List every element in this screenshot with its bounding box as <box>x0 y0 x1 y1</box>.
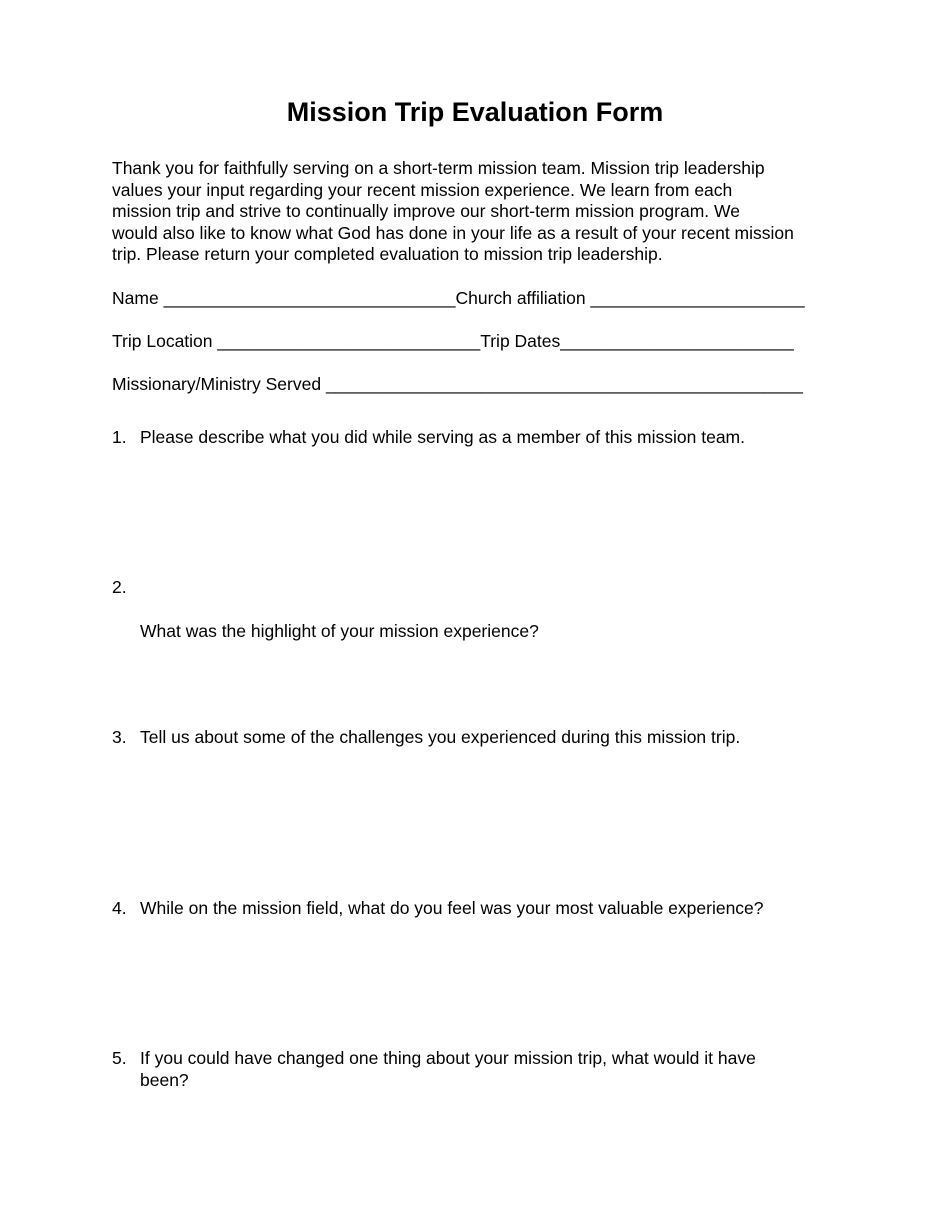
name-label: Name <box>112 288 159 308</box>
location-dates-row <box>112 330 794 352</box>
intro-line: trip. Please return your completed evaluation to mission trip leadership. <box>112 244 663 264</box>
intro-paragraph <box>112 158 852 266</box>
question-number: 2. <box>112 577 127 597</box>
question-line: What was the highlight of your mission experience? <box>140 621 539 641</box>
question-number: 4. <box>112 898 127 918</box>
question-line: Tell us about some of the challenges you experienced during this mission trip. <box>140 727 741 747</box>
trip-location-label: Trip Location <box>112 331 213 351</box>
intro-line: Thank you for faithfully serving on a short-term mission team. Mission trip leadership <box>112 158 765 178</box>
question-text <box>140 1047 820 1091</box>
question-line: While on the mission field, what do you feel was your most valuable experience? <box>140 898 764 918</box>
question-line: been? <box>140 1070 189 1090</box>
trip-location-blank-field[interactable]: ___________________________ <box>217 331 481 351</box>
question-text <box>140 897 820 919</box>
trip-dates-label: Trip Dates <box>480 331 561 351</box>
question-number: 5. <box>112 1048 127 1068</box>
name-blank-field[interactable]: ______________________________ <box>163 288 456 308</box>
intro-line: values your input regarding your recent mission experience. We learn from each <box>112 179 733 200</box>
name-church-row <box>112 287 805 309</box>
missionary-row <box>112 373 803 395</box>
church-affiliation-blank-field[interactable]: ______________________ <box>590 288 805 308</box>
missionary-ministry-blank-field[interactable]: _________________________________________________ <box>325 374 803 394</box>
question-number: 3. <box>112 727 127 747</box>
missionary-ministry-label: Missionary/Ministry Served <box>112 374 322 394</box>
intro-line: would also like to know what God has done in your life as a result of your recent mission <box>112 222 794 243</box>
form-title: Mission Trip Evaluation Form <box>286 97 664 127</box>
question-line: If you could have changed one thing about your mission trip, what would it have <box>140 1048 756 1068</box>
church-affiliation-label: Church affiliation <box>455 288 586 308</box>
question-text <box>140 426 820 448</box>
question-number: 1. <box>112 427 127 447</box>
question-line: Please describe what you did while serving as a member of this mission team. <box>140 427 745 447</box>
question-text <box>140 726 820 748</box>
question-text <box>140 576 820 686</box>
trip-dates-blank-field[interactable]: ________________________ <box>560 331 794 351</box>
intro-line: mission trip and strive to continually improve our short-term mission program. We <box>112 201 740 221</box>
